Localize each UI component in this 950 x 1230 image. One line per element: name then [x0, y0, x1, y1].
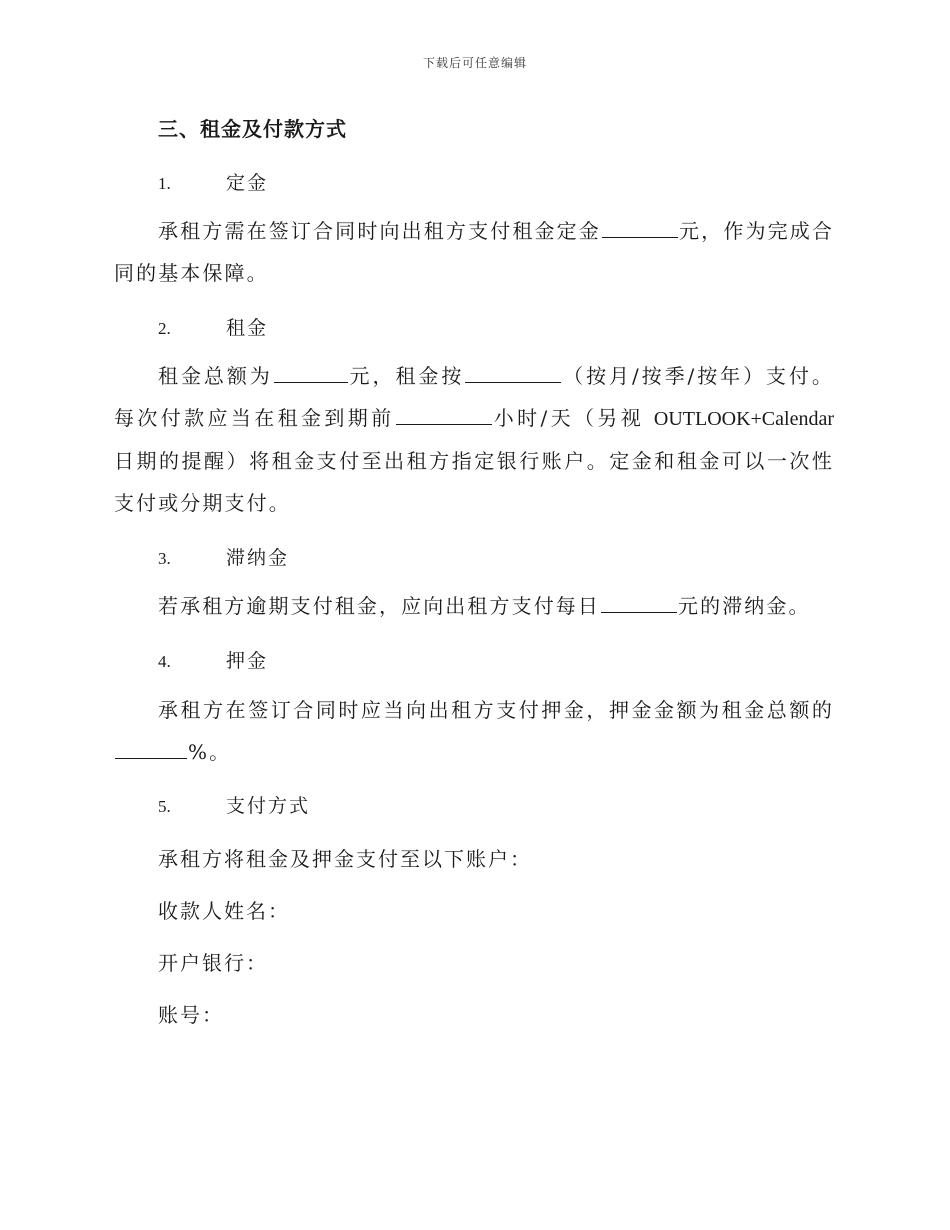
- item-number: 5.: [158, 797, 171, 816]
- blank-field[interactable]: [396, 400, 492, 425]
- blank-field[interactable]: [115, 734, 187, 759]
- blank-field[interactable]: [465, 358, 561, 383]
- bank-field: 开户银行：: [158, 951, 268, 975]
- blank-field[interactable]: [602, 213, 678, 238]
- page-header: 下载后可任意编辑: [422, 56, 527, 70]
- item-label: 滞纳金: [226, 547, 290, 569]
- item-heading-rent: [158, 313, 268, 340]
- paragraph-rent: 租金总额为 元，租金按 （按月/按季/按年）支付。每次付款应当在租金到期前 小时/天（另视 OUTLOOK+Calendar 日期的提醒）将租金支付至出租方指定银行账户。定金和租金可以一次性支付或分期支付。: [114, 355, 834, 524]
- paragraph-security-deposit: 承租方在签订合同时应当向出租方支付押金，押金金额为租金总额的%。: [114, 689, 834, 773]
- item-heading-deposit: [158, 168, 268, 195]
- paragraph-late-fee: 若承租方逾期支付租金，应向出租方支付每日 元的滞纳金。: [114, 585, 834, 627]
- item-heading-security-deposit: [158, 646, 268, 673]
- section-title: 三、租金及付款方式: [158, 117, 347, 141]
- item-heading-payment-method: [158, 791, 310, 818]
- account-number-field: 账号：: [158, 1003, 224, 1027]
- item-number: 4.: [158, 652, 171, 671]
- item-label: 租金: [226, 317, 269, 339]
- payee-name-field: 收款人姓名：: [158, 899, 290, 923]
- item-number: 3.: [158, 549, 171, 568]
- item-heading-late-fee: [158, 543, 289, 570]
- item-number: 2.: [158, 319, 171, 338]
- item-number: 1.: [158, 174, 171, 193]
- item-label: 定金: [226, 172, 269, 194]
- item-label: 支付方式: [226, 795, 311, 817]
- blank-field[interactable]: [601, 588, 677, 613]
- paragraph-deposit: 承租方需在签订合同时向出租方支付租金定金 元，作为完成合同的基本保障。: [114, 210, 834, 294]
- payment-method-text: 承租方将租金及押金支付至以下账户：: [158, 847, 532, 871]
- blank-field[interactable]: [274, 358, 348, 383]
- item-label: 押金: [226, 650, 269, 672]
